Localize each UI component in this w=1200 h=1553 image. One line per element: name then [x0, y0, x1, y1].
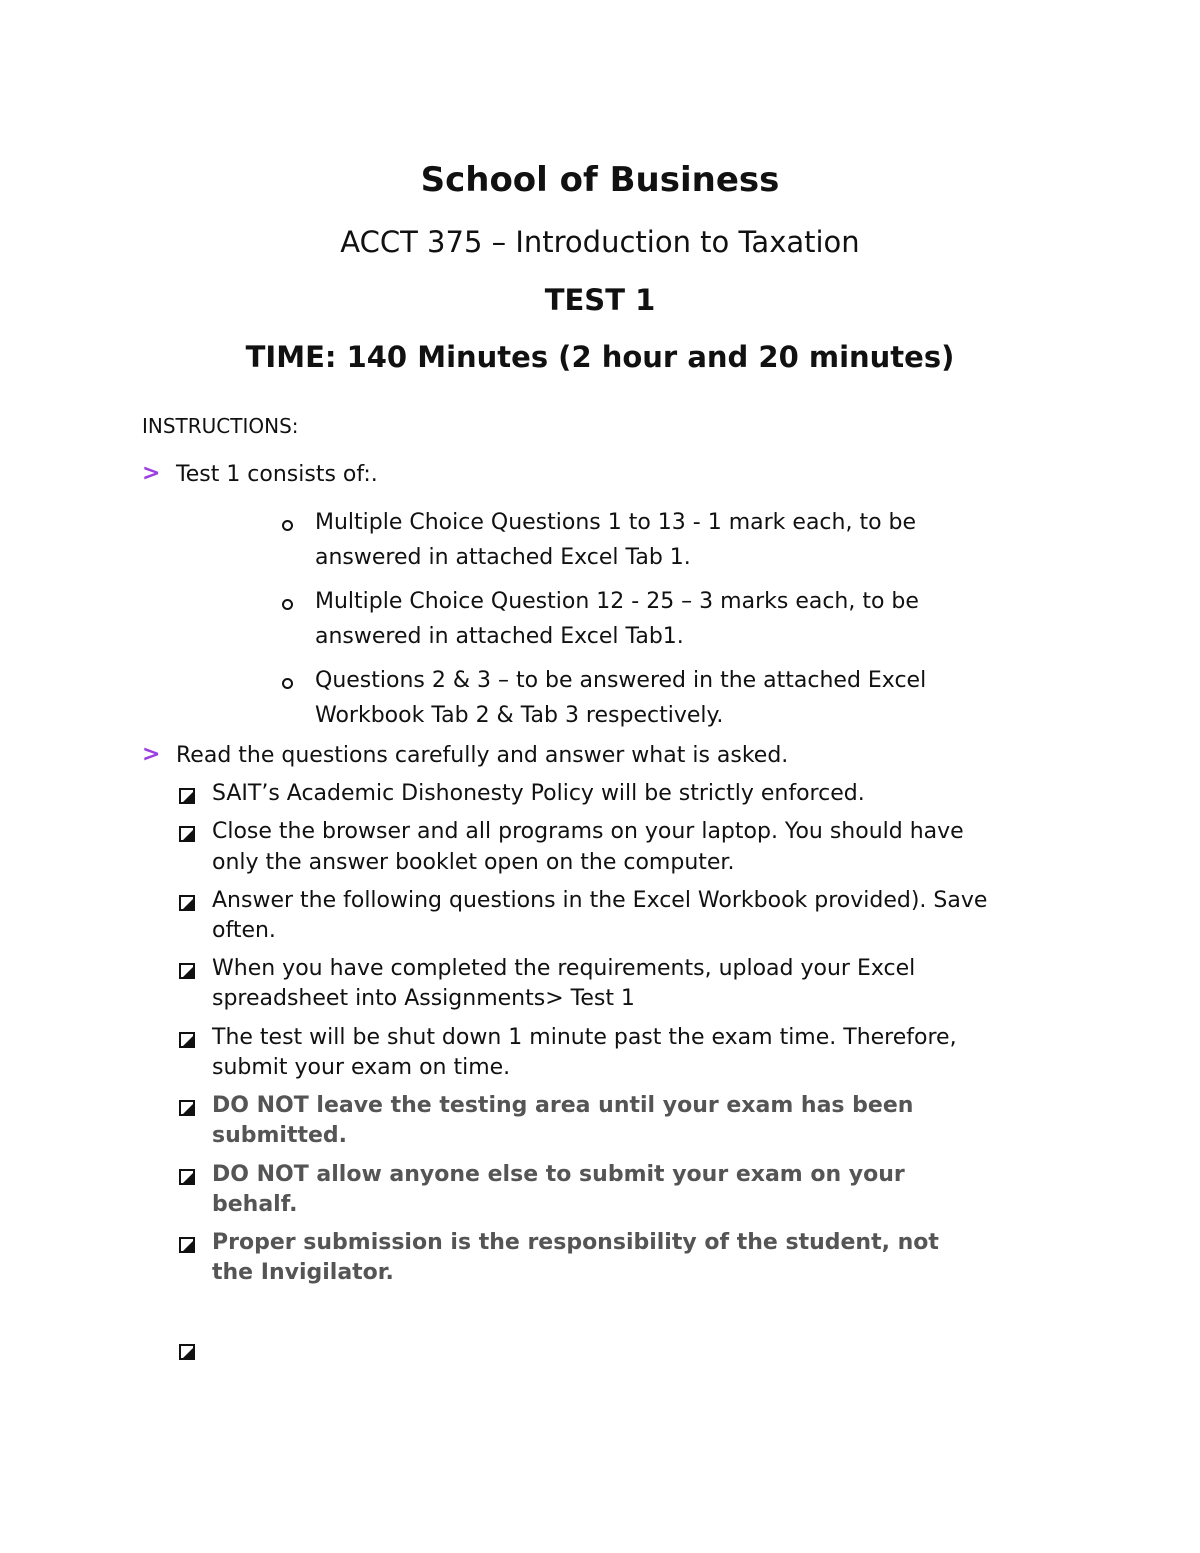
rule-3-line-1: Answer the following questions in the Excel Workbook provided). Save: [212, 888, 988, 913]
arrow-bullet-icon: >: [142, 461, 161, 486]
rule-6-line-2: submitted.: [212, 1123, 348, 1148]
rule-2-line-1: Close the browser and all programs on your laptop. You should have: [212, 819, 964, 844]
sub-item-3-line-1: Questions 2 & 3 – to be answered in the attached Excel: [315, 668, 927, 693]
sub-item-2-line-2: answered in attached Excel Tab1.: [315, 624, 684, 649]
rule-6-line-1: DO NOT leave the testing area until your exam has been: [212, 1093, 914, 1118]
circle-bullet-icon: [282, 678, 293, 689]
half-filled-square-icon: [179, 788, 195, 804]
rule-7-line-2: behalf.: [212, 1192, 298, 1217]
half-filled-square-icon: [179, 1344, 195, 1360]
circle-bullet-icon: [282, 520, 293, 531]
rule-3-line-2: often.: [212, 918, 276, 943]
half-filled-square-icon: [179, 963, 195, 979]
course-title: ACCT 375 – Introduction to Taxation: [340, 225, 860, 259]
rule-7-line-1: DO NOT allow anyone else to submit your exam on your: [212, 1162, 905, 1187]
sub-item-3-line-2: Workbook Tab 2 & Tab 3 respectively.: [315, 703, 724, 728]
bullet-text-read: Read the questions carefully and answer what is asked.: [176, 743, 789, 768]
rule-5-line-1: The test will be shut down 1 minute past the exam time. Therefore,: [212, 1025, 957, 1050]
time-title: TIME: 140 Minutes (2 hour and 20 minutes): [245, 340, 955, 374]
rule-1-line-1: SAIT’s Academic Dishonesty Policy will be strictly enforced.: [212, 781, 865, 806]
arrow-bullet-icon: >: [142, 742, 161, 767]
half-filled-square-icon: [179, 1032, 195, 1048]
half-filled-square-icon: [179, 1100, 195, 1116]
test-title: TEST 1: [544, 283, 656, 317]
circle-bullet-icon: [282, 599, 293, 610]
bullet-text-consists: Test 1 consists of:.: [176, 462, 378, 487]
rule-8-line-2: the Invigilator.: [212, 1260, 394, 1285]
rule-5-line-2: submit your exam on time.: [212, 1055, 511, 1080]
rule-4-line-1: When you have completed the requirements, upload your Excel: [212, 956, 916, 981]
sub-item-2-line-1: Multiple Choice Question 12 - 25 – 3 marks each, to be: [315, 589, 919, 614]
half-filled-square-icon: [179, 1237, 195, 1253]
half-filled-square-icon: [179, 1169, 195, 1185]
half-filled-square-icon: [179, 826, 195, 842]
instructions-label: INSTRUCTIONS:: [142, 414, 299, 438]
rule-4-line-2: spreadsheet into Assignments> Test 1: [212, 986, 635, 1011]
half-filled-square-icon: [179, 895, 195, 911]
sub-item-1-line-1: Multiple Choice Questions 1 to 13 - 1 mark each, to be: [315, 510, 917, 535]
rule-2-line-2: only the answer booklet open on the computer.: [212, 850, 735, 875]
sub-item-1-line-2: answered in attached Excel Tab 1.: [315, 545, 691, 570]
rule-8-line-1: Proper submission is the responsibility of the student, not: [212, 1230, 939, 1255]
school-title: School of Business: [420, 160, 780, 200]
